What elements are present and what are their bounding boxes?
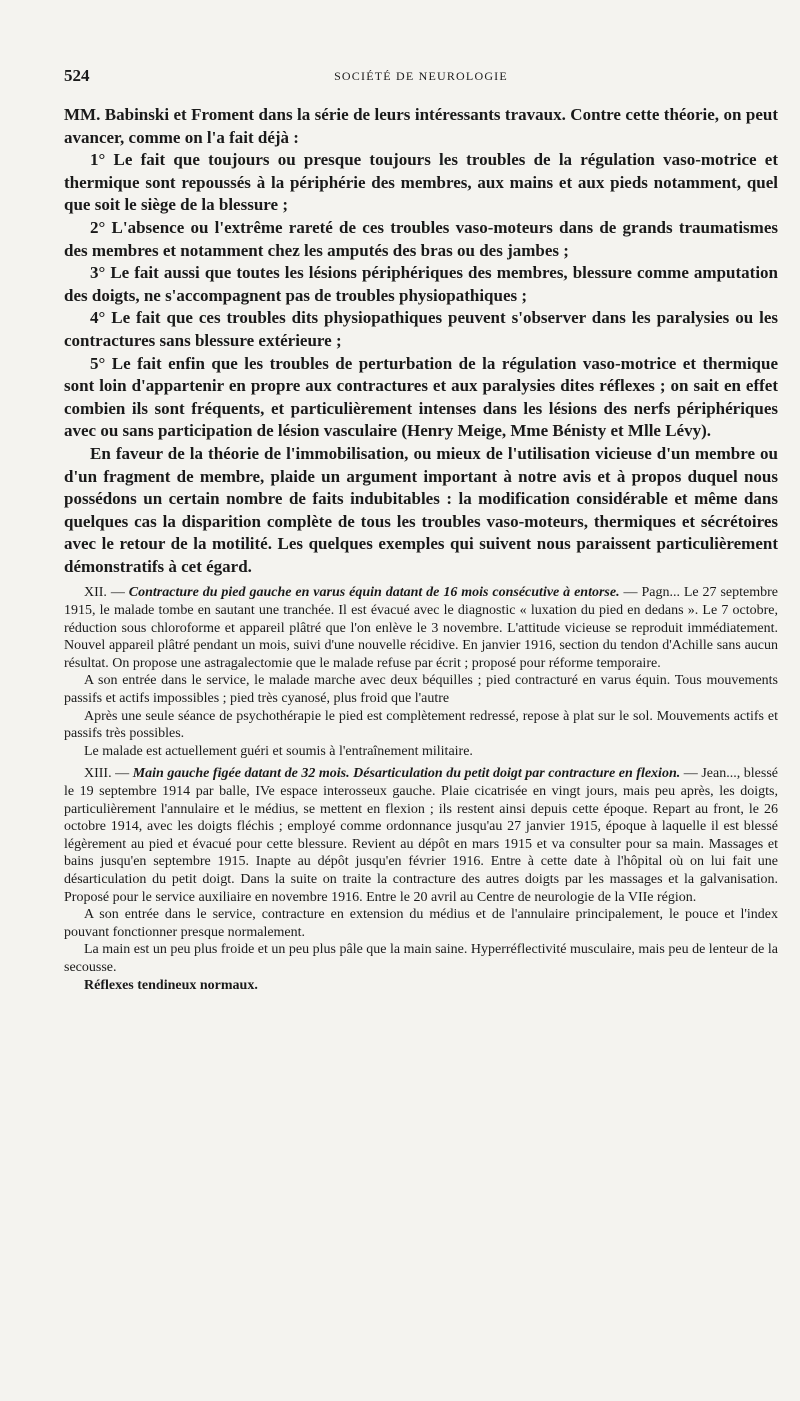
intro-paragraph: MM. Babinski et Froment dans la série de leurs intéressants travaux. Contre cette théorie, on peut avancer, comme on l'a fait déjà : <box>64 105 778 147</box>
point-3: 3° Le fait aussi que toutes les lésions périphériques des membres, blessure comme amputation des doigts, ne s'accompagnent pas de troubles physiopathiques ; <box>64 263 778 305</box>
point-1: 1° Le fait que toujours ou presque toujours les troubles de la régulation vaso-motrice et thermique sont repoussés à la périphérie des membres, aux mains et aux pieds notamment, quel que soit le siège de la blessure ; <box>64 150 778 215</box>
case-12-heading <box>64 584 778 672</box>
case-12-title: Contracture du pied gauche en varus équin datant de 16 mois consécutive à entorse. <box>128 585 620 601</box>
case-13-title: Main gauche figée datant de 32 mois. Désarticulation du petit doigt par contracture en flexion. <box>132 766 681 782</box>
point-5: 5° Le fait enfin que les troubles de perturbation de la régulation vaso-motrice et thermique sont loin d'appartenir en propre aux contractures et aux paralysies dites réflexes ; on sait en effet combien ils sont fréquents, et particulièrement intenses dans les lésions des nerfs périphériques avec ou sans participation de lésion vasculaire (Henry Meige, Mme Bénisty et Mlle Lévy). <box>64 353 778 441</box>
case-13-number: XIII. — <box>84 766 133 782</box>
case-12-status: Le malade est actuellement guéri et soumis à l'entraînement militaire. <box>84 743 473 759</box>
running-title: SOCIÉTÉ DE NEUROLOGIE <box>334 69 508 83</box>
point-2: 2° L'absence ou l'extrême rareté de ces troubles vaso-moteurs dans de grands traumatismes des membres et notamment chez les amputés des bras ou des jambes ; <box>64 217 778 260</box>
argument-paragraph: En faveur de la théorie de l'immobilisation, ou mieux de l'utilisation vicieuse d'un membre ou d'un fragment de membre, plaide un argument important à notre avis et à propos duquel nous possédons un certain nombre de faits indubitables : la modification considérable et même dans quelques cas la disparition complète de tous les troubles vaso-moteurs, thermiques et sécrétoires avec le retour de la motilité. Les quelques exemples qui suivent nous paraissent particulièrement démonstratifs à cet égard. <box>64 443 778 576</box>
case-reports <box>64 584 778 994</box>
case-12-number: XII. — <box>84 585 129 601</box>
page-header <box>64 66 778 96</box>
case-13-entry: A son entrée dans le service, contracture en extension du médius et de l'annulaire principalement, le pouce et l'index pouvant fonctionner presque normalement. <box>64 907 778 940</box>
case-13-reflexes: Réflexes tendineux normaux. <box>84 977 258 993</box>
case-13-text: — Jean..., blessé le 19 septembre 1914 par balle, IVe espace interosseux gauche. Plaie cicatrisée en vingt jours, mais peu après, les doigts, particulièrement l'annulaire et le médius, se mettent en flexion ; ils restent ainsi depuis cette époque. Repart au front, le 26 octobre 1914, avec les doigts fléchis ; employé comme ordonnance jusqu'au 27 janvier 1915, époque à laquelle il est blessé légèrement au pied et évacué pour cette blessure. Revient au dépôt en mars 1915 et va consulter pour sa main. Massages et bains jusqu'en septembre 1915. Inapte au dépôt jusqu'en février 1916. Entre à cette date à l'hôpital où on lui fait une désarticulation du petit doigt. Dans la suite on traite la contracture des autres doigts par les massages et la galvanisation. Proposé pour le service auxiliaire en novembre 1916. Entre le 20 avril au Centre de neurologie de la VIIe région. <box>64 766 778 905</box>
case-13-hand: La main est un peu plus froide et un peu plus pâle que la main saine. Hyperréflectivité musculaire, mais peu de lenteur de la secousse. <box>64 942 778 975</box>
point-4: 4° Le fait que ces troubles dits physiopathiques peuvent s'observer dans les paralysies ou les contractures sans blessure extérieure ; <box>64 308 778 350</box>
case-13-heading <box>64 765 778 906</box>
page-number: 524 <box>64 66 90 85</box>
main-text <box>64 104 778 578</box>
case-12-entry: A son entrée dans le service, le malade marche avec deux béquilles ; pied contracturé en varus équin. Tous mouvements passifs et actifs impossibles ; pied très cyanosé, plus froid que l'autre <box>64 673 778 707</box>
page <box>64 66 778 994</box>
case-12-text: — Pagn... Le 27 septembre 1915, le malade tombe en sautant une tranchée. Il est évacué avec le diagnostic « luxation du pied en dedans ». Le 7 octobre, réduction sous chloroforme et appareil plâtré que l'on enlève le 3 novembre. L'attitude vicieuse se reproduit immédiatement. Nouvel appareil plâtré pendant un mois, suivi d'une nouvelle récidive. En janvier 1916, section du tendon d'Achille sans aucun résultat. On propose une astragalectomie que le malade refuse par écrit ; proposé pour réforme temporaire. <box>64 585 779 671</box>
case-12-after: Après une seule séance de psychothérapie le pied est complètement redressé, repose à plat sur le sol. Mouvements actifs et passifs très possibles. <box>64 708 778 742</box>
